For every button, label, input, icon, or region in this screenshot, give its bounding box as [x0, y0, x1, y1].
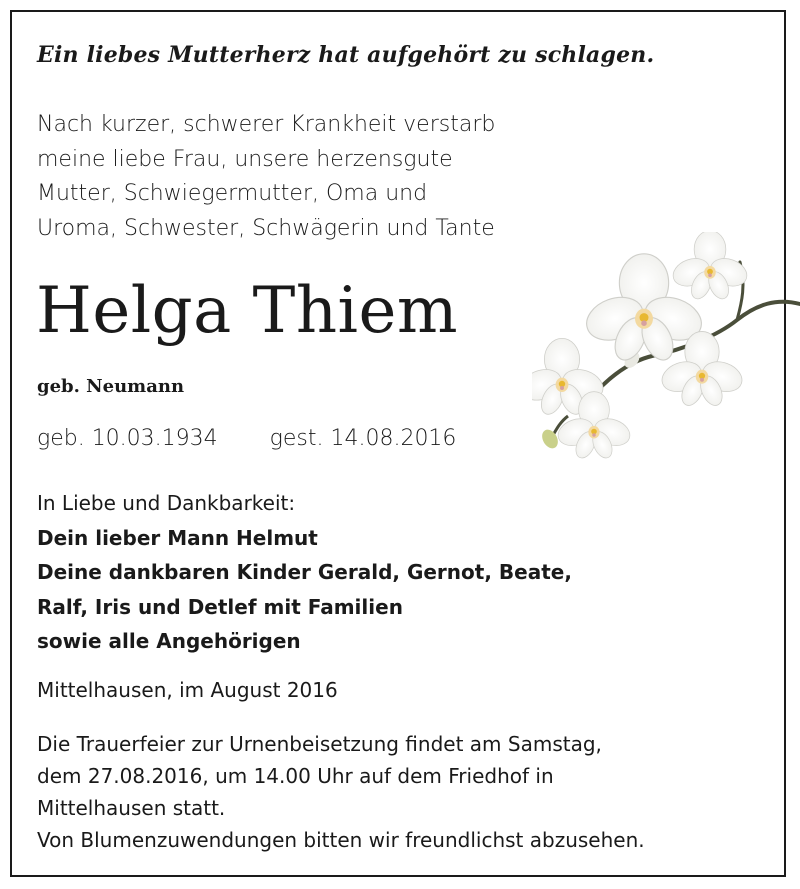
- intro-text: [37, 108, 495, 246]
- life-dates: [37, 426, 456, 451]
- obituary-frame: [10, 10, 786, 877]
- maiden-name: geb. Neumann: [37, 376, 185, 397]
- death-date: gest. 14.08.2016: [269, 426, 457, 451]
- funeral-line: Die Trauerfeier zur Urnenbeisetzung findet am Samstag,: [37, 732, 602, 756]
- orchid-icon: [532, 232, 800, 462]
- funeral-line: dem 27.08.2016, um 14.00 Uhr auf dem Friedhof in: [37, 764, 554, 788]
- deceased-name: Helga Thiem: [36, 274, 459, 348]
- thanks-intro: In Liebe und Dankbarkeit:: [37, 491, 296, 515]
- intro-line: meine liebe Frau, unsere herzensgute: [37, 146, 453, 172]
- mourner-line: Dein lieber Mann Helmut: [37, 525, 318, 550]
- mourner-line: sowie alle Angehörigen: [37, 629, 301, 653]
- funeral-line: Von Blumenzuwendungen bitten wir freundlichst abzusehen.: [37, 828, 645, 852]
- intro-line: Mutter, Schwiegermutter, Oma und: [37, 181, 428, 206]
- mourner-line: Ralf, Iris und Detlef mit Familien: [37, 594, 403, 619]
- intro-line: Nach kurzer, schwerer Krankheit verstarb: [37, 112, 496, 137]
- mourners-block: [37, 486, 572, 659]
- funeral-line: Mittelhausen statt.: [37, 796, 226, 820]
- place-date: Mittelhausen, im August 2016: [37, 678, 338, 702]
- funeral-info: [37, 728, 645, 856]
- headline: Ein liebes Mutterherz hat aufgehört zu schlagen.: [37, 42, 655, 68]
- birth-date: geb. 10.03.1934: [37, 426, 218, 451]
- mourner-line: Deine dankbaren Kinder Gerald, Gernot, Beate,: [37, 560, 572, 584]
- intro-line: Uroma, Schwester, Schwägerin und Tante: [37, 215, 495, 241]
